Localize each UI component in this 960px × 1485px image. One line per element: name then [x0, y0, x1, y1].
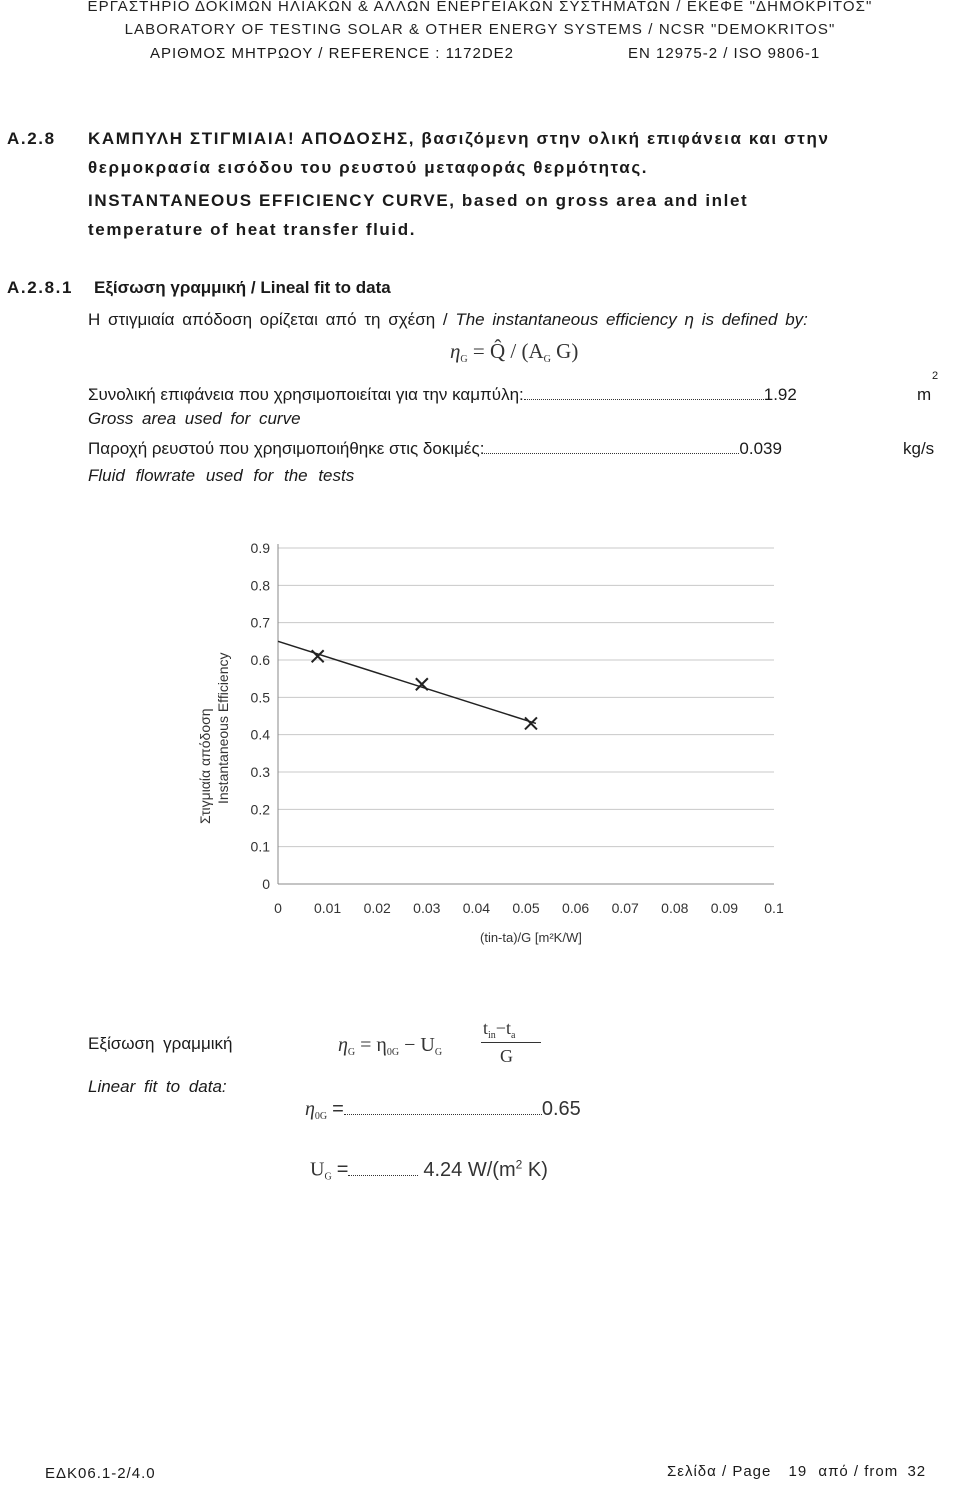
section-title-gr-2: θερμοκρασία εισόδου του ρευστού μεταφοράς θερμότητας.: [88, 158, 649, 177]
section-title-gr-1: ΚΑΜΠΥΛΗ ΣΤΙΓΜΙΑΙΑ! ΑΠΟΔΟΣΗΣ, βασιζόμενη στην ολική επιφάνεια και στην: [88, 129, 830, 148]
flow-label-gr: Παροχή ρευστού που χρησιμοποιήθηκε στις δοκιμές:: [88, 439, 485, 458]
x-tick-label: 0.05: [512, 900, 540, 916]
area-line: [88, 385, 797, 405]
fit-eq-eta: η: [338, 1034, 348, 1056]
data-point: [416, 678, 428, 690]
ug-value: 4.24 W/(m: [423, 1158, 516, 1181]
area-unit-sup: 2: [932, 370, 939, 382]
formula-eta-sub: G: [460, 354, 468, 365]
x-tick-label: 0.01: [313, 900, 342, 916]
chart-ylabel-en: Instantaneous Efficiency: [215, 652, 231, 804]
area-value: 1.92: [763, 385, 797, 404]
footer-page-total: 32: [907, 1463, 927, 1480]
eta0-label: η: [305, 1098, 315, 1120]
eta0-line: $\eta_{0G} = 0.65$: [305, 1098, 581, 1122]
y-tick-label: 0.9: [250, 540, 270, 556]
efficiency-chart: [170, 520, 810, 960]
ug-value-sup: 2: [515, 1157, 523, 1171]
x-tick-label: 0.08: [661, 900, 689, 916]
fit-eq-eta0-sub: 0G: [386, 1047, 400, 1058]
y-tick-label: 0.3: [250, 764, 270, 780]
fit-eq-u: − U: [399, 1034, 435, 1056]
ug-sub: G: [324, 1171, 332, 1183]
chart-grid: [278, 548, 774, 884]
footer-doc-code: ΕΔΚ06.1-2/4.0: [45, 1465, 156, 1482]
area-label-gr: Συνολική επιφάνεια που χρησιμοποιείται για την καμπύλη:: [88, 385, 524, 404]
y-tick-label: 0.6: [250, 652, 270, 668]
eta0-value: 0.65: [541, 1098, 581, 1120]
chart-axis: [278, 544, 774, 884]
x-tick-label: 0.07: [611, 900, 639, 916]
area-unit: m: [917, 385, 932, 404]
fit-eq-denominator: G: [500, 1046, 513, 1066]
x-tick-label: 0.02: [363, 900, 391, 916]
fit-eq-eta0: = η: [355, 1034, 387, 1056]
efficiency-formula: [450, 339, 578, 365]
y-tick-label: 0.8: [250, 577, 270, 594]
fit-label-gr: Εξίσωση γραμμική: [88, 1034, 233, 1053]
dotted-leader: [344, 1110, 542, 1115]
ug-label: U: [310, 1158, 325, 1181]
header-line-2: LABORATORY OF TESTING SOLAR & OTHER ENERGY SYSTEMS / NCSR "DEMOKRITOS": [124, 21, 836, 38]
section-title-en-1: INSTANTANEOUS EFFICIENCY CURVE, based on gross area and inlet: [88, 191, 749, 210]
dotted-leader: [348, 1171, 418, 1176]
formula-rhs-end: G): [550, 339, 579, 363]
definition-en: The instantaneous efficiency η is defined by:: [455, 310, 808, 329]
x-tick-label: 0.06: [561, 900, 590, 916]
fraction-bar: [481, 1042, 541, 1043]
fit-eq-u-sub: G: [434, 1047, 443, 1058]
formula-eta: η: [450, 339, 461, 363]
chart-x-ticks: [274, 900, 784, 916]
fit-eq-ta-sub: a: [510, 1030, 516, 1041]
x-tick-label: 0: [274, 900, 282, 916]
definition-line: [88, 310, 808, 330]
y-tick-label: 0: [262, 876, 270, 892]
x-tick-label: 0.09: [710, 900, 739, 916]
chart-fit-line: [278, 641, 536, 723]
fit-eq-numerator: [483, 1018, 515, 1041]
footer-page-label: Σελίδα / Page: [667, 1463, 772, 1480]
fit-equation: [338, 1018, 558, 1076]
dotted-leader: [484, 441, 739, 454]
flow-value: 0.039: [739, 439, 782, 458]
chart-y-ticks: [251, 540, 271, 892]
y-tick-label: 0.7: [250, 614, 270, 631]
x-tick-label: 0.04: [462, 900, 491, 916]
eta0-sub: 0G: [314, 1111, 328, 1122]
y-tick-label: 0.5: [250, 689, 270, 706]
chart-ylabel-gr: Στιγμιαία απόδοση: [197, 708, 213, 824]
x-tick-label: 0.1: [764, 900, 784, 916]
definition-gr: Η στιγμιαία απόδοση ορίζεται από τη σχέση /: [88, 310, 448, 329]
header-line-1: ΕΡΓΑΣΤΗΡΙΟ ΔΟΚΙΜΩΝ ΗΛΙΑΚΩΝ & ΑΛΛΩΝ ΕΝΕΡΓΕΙΑΚΩΝ ΣΥΣΤΗΜΑΤΩΝ / ΕΚΕΦΕ "ΔΗΜΟΚΡΙΤΟΣ": [87, 0, 873, 15]
fit-label-en: Linear fit to data:: [88, 1077, 227, 1096]
x-tick-label: 0.03: [413, 900, 441, 916]
chart-xlabel: (tin-ta)/G [m²K/W]: [480, 930, 582, 945]
fit-eq-eta-sub: G: [347, 1047, 356, 1058]
formula-rhs-sub: G: [543, 354, 551, 365]
fit-eq-t: t: [483, 1018, 489, 1038]
fit-eq-tin-sub: in: [488, 1030, 496, 1041]
footer-page-num: 19: [788, 1463, 808, 1480]
y-tick-label: 0.2: [250, 801, 270, 818]
subsection-title: Εξίσωση γραμμική / Lineal fit to data: [94, 278, 391, 297]
dotted-leader: [524, 387, 764, 400]
footer-page-info: [667, 1463, 926, 1480]
flow-line: [88, 439, 782, 459]
fit-eq-minus-t: −t: [495, 1018, 511, 1038]
section-number: A.2.8: [7, 129, 56, 148]
header-reference: ΑΡΙΘΜΟΣ ΜΗΤΡΩΟΥ / REFERENCE : 1172DE2: [150, 45, 515, 62]
area-label-en: Gross area used for curve: [88, 409, 301, 428]
flow-unit: kg/s: [903, 439, 935, 458]
fit-line: [278, 641, 536, 723]
y-tick-label: 0.1: [250, 838, 270, 855]
ug-value-end: K): [522, 1158, 548, 1181]
y-tick-label: 0.4: [250, 726, 270, 743]
section-title-en-2: temperature of heat transfer fluid.: [88, 220, 417, 239]
flow-label-en: Fluid flowrate used for the tests: [88, 466, 355, 485]
subsection-number: A.2.8.1: [7, 278, 74, 297]
formula-rhs: = Q̂ / (A: [472, 339, 544, 363]
header-standard: EN 12975-2 / ISO 9806-1: [628, 45, 821, 62]
footer-of-label: από / from: [818, 1463, 899, 1480]
ug-line: $U_G = 4.24$ $W/(m^2$ K): [310, 1157, 548, 1183]
